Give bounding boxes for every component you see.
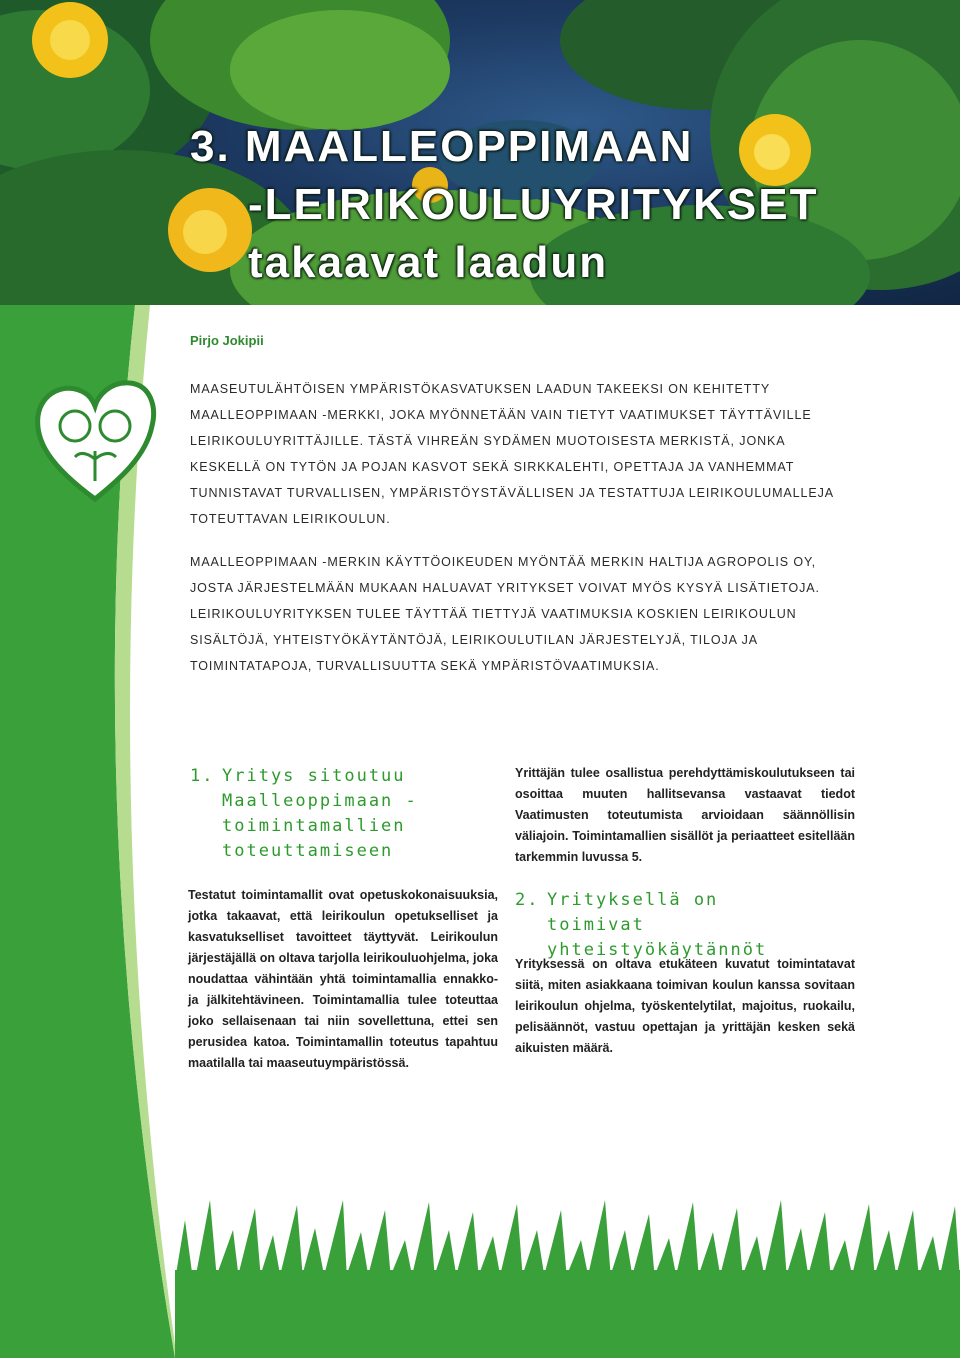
title-line-2: -LEIRIKOULUYRITYKSET xyxy=(248,180,819,229)
section-1-title: Yritys sitoutuu Maalleoppimaan -toimintamallien toteuttamiseen xyxy=(222,766,418,861)
section-1-continued-body: Yrittäjän tulee osallistua perehdyttämiskoulutukseen tai osoittaa muuten hallitsevansa vastaavat tiedot Vaatimusten toteutumista arvioidaan säännöllisin väliajoin. Toimintamallien sisällöt ja periaatteet esitellään tarkemmin luvussa 5. xyxy=(515,766,855,864)
page-number: 12 xyxy=(28,1276,78,1334)
section-2-heading xyxy=(515,888,835,963)
hero-photo-water-lilies xyxy=(0,0,960,305)
title-line-3: takaavat laadun xyxy=(248,238,609,287)
section-1-heading xyxy=(190,764,442,864)
page-title xyxy=(190,118,818,292)
intro-paragraph-1: MAASEUTULÄHTÖISEN YMPÄRISTÖKASVATUKSEN LAADUN TAKEEKSI ON KEHITETTY MAALLEOPPIMAAN -MERKKI, JOKA MYÖNNETÄÄN VAIN TIETYT VAATIMUKSET TÄYTTÄVILLE LEIRIKOULUYRITTÄJILLE. TÄSTÄ VIHREÄN SYDÄMEN MUOTOISESTA MERKISTÄ, JONKA KESKELLÄ ON TYTÖN JA POJAN KASVOT SEKÄ SIRKKALEHTI, OPETTAJA JA VANHEMMAT TUNNISTAVAT TURVALLISEN, YMPÄRISTÖYSTÄVÄLLISEN JA TESTATTUJA LEIRIKOULUMALLEJA TOTEUTTAVAN LEIRIKOULUN. xyxy=(190,382,834,526)
grass-decoration xyxy=(175,1200,960,1358)
section-2-body: Yrityksessä on oltava etukäteen kuvatut toimintatavat siitä, miten asiakkaana toimivan koulun kanssa sovitaan leirikoulun ohjelma, työskentelytilat, majoitus, ruokailu, pelisäännöt, vastuu opettajan ja yrittäjän kesken sekä aikuisten määrä. xyxy=(515,957,855,1055)
green-sidebar xyxy=(0,305,175,1358)
section-2-title: Yrityksellä on toimivat yhteistyökäytännöt xyxy=(547,890,768,960)
intro-paragraph-2: MAALLEOPPIMAAN -MERKIN KÄYTTÖOIKEUDEN MYÖNTÄÄ MERKIN HALTIJA AGROPOLIS OY, JOSTA JÄRJESTELMÄÄN MUKAAN HALUAVAT YRITYKSET VOIVAT MYÖS KYSYÄ LISÄTIETOJA. LEIRIKOULUYRITYKSEN TULEE TÄYTTÄÄ TIETTYJÄ VAATIMUKSIA KOSKIEN LEIRIKOULUN SISÄLTÖJÄ, YHTEISTYÖKÄYTÄNTÖJÄ, LEIRIKOULUTILAN JÄRJESTELYJÄ, TILOJA JA TOIMINTATAPOJA, TURVALLISUUTTA SEKÄ YMPÄRISTÖVAATIMUKSIA. xyxy=(190,555,820,673)
section-1-body: Testatut toimintamallit ovat opetuskokonaisuuksia, jotka takaavat, että leirikoulun opetukselliset ja kasvatukselliset tavoitteet täyttyvät. Leirikoulun järjestäjällä on oltava tarjolla leirikouluohjelma, joka noudattaa vähintään yhtä toimintamallia ennakko- ja jälkitehtävineen. Toimintamallia tulee toteuttaa joko sellaisenaan tai niin sovellettuna, ettei sen perusidea katoa. Toimintamallin toteutus tapahtuu maatilalla tai maaseutuympäristössä. xyxy=(188,888,498,1070)
section-2-number: 2. xyxy=(515,890,540,910)
section-1-number: 1. xyxy=(190,766,215,786)
title-line-1: 3. MAALLEOPPIMAAN xyxy=(190,122,694,171)
author-name: Pirjo Jokipii xyxy=(190,333,264,348)
maalleoppimaan-heart-logo xyxy=(30,371,160,511)
